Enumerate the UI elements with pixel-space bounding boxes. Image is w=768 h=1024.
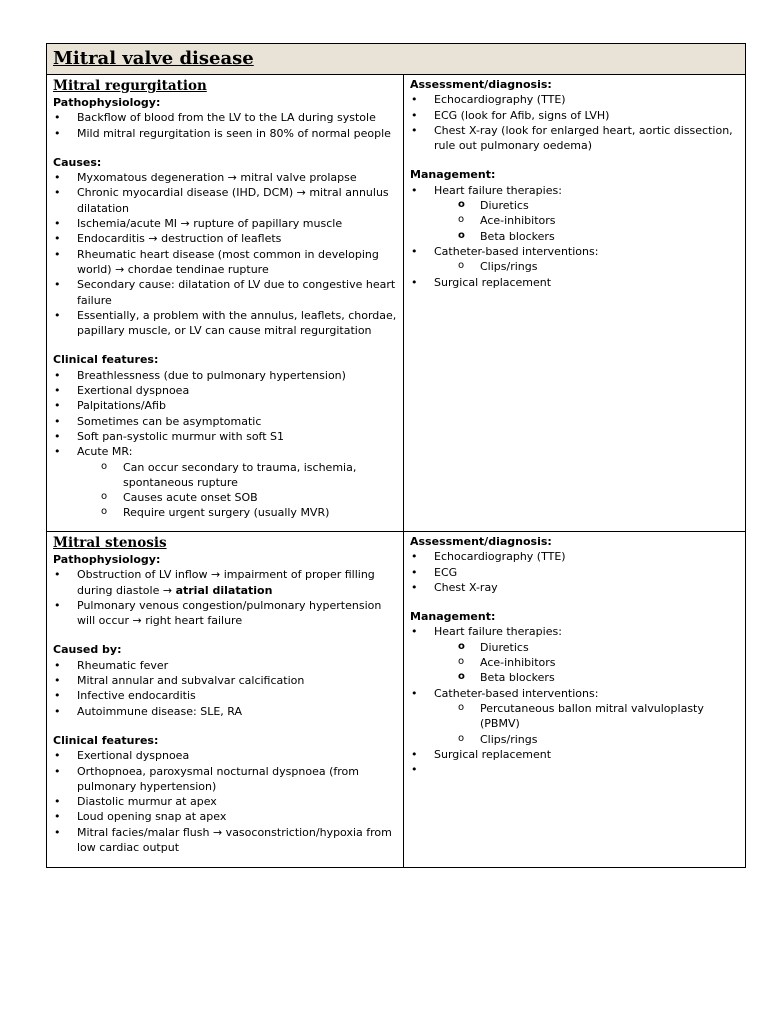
- ms-mgmt-list: [410, 624, 739, 777]
- sub-list-item: o Diuretics: [410, 198, 739, 213]
- list-item: • Echocardiography (TTE): [410, 549, 739, 564]
- ms-section-title: Mitral stenosis: [53, 535, 167, 551]
- list-item: • Soft pan-systolic murmur with soft S1: [53, 429, 397, 444]
- ms-causes-label: Caused by:: [53, 643, 122, 657]
- sub-list-item: o Can occur secondary to trauma, ischemia, spontaneous rupture: [53, 460, 397, 491]
- list-item: • Pulmonary venous congestion/pulmonary hypertension will occur → right heart failure: [53, 598, 397, 629]
- mitral-regurgitation-row: [47, 75, 745, 532]
- mr-causes-label: Causes:: [53, 155, 102, 169]
- list-item: • Acute MR:: [53, 444, 397, 459]
- mr-left-cell: [47, 75, 404, 531]
- list-item: • Rheumatic heart disease (most common in developing world) → chordae tendinae rupture: [53, 247, 397, 278]
- list-item: • Essentially, a problem with the annulus, leaflets, chordae, papillary muscle, or LV can cause mitral regurgitation: [53, 308, 397, 339]
- ms-clinical-label: Clinical features:: [53, 733, 159, 747]
- patho-emphasis: atrial dilatation: [175, 583, 273, 597]
- list-item: • Chest X-ray: [410, 580, 739, 595]
- sub-list-item: o Beta blockers: [410, 670, 739, 685]
- list-item: • Palpitations/Afib: [53, 398, 397, 413]
- list-item: [53, 567, 397, 598]
- list-item: • Heart failure therapies:: [410, 624, 739, 639]
- mr-assess-list: [410, 92, 739, 153]
- sub-list-item: o Ace-inhibitors: [410, 213, 739, 228]
- list-item: • Surgical replacement: [410, 747, 739, 762]
- list-item: • Sometimes can be asymptomatic: [53, 414, 397, 429]
- mr-mgmt-label: Management:: [410, 168, 496, 182]
- sub-list-item: o Clips/rings: [410, 732, 739, 747]
- list-item: • Catheter-based interventions:: [410, 244, 739, 259]
- ms-mgmt-label: Management:: [410, 610, 496, 624]
- title-row: [47, 44, 745, 75]
- list-item: • ECG (look for Afib, signs of LVH): [410, 108, 739, 123]
- list-item: • Catheter-based interventions:: [410, 686, 739, 701]
- list-item: • Rheumatic fever: [53, 658, 397, 673]
- ms-assess-list: [410, 549, 739, 595]
- sub-list-item: o Diuretics: [410, 640, 739, 655]
- mitral-valve-table: [46, 43, 746, 868]
- mr-clinical-label: Clinical features:: [53, 353, 159, 367]
- list-item: • Diastolic murmur at apex: [53, 794, 397, 809]
- sub-list-item: o Beta blockers: [410, 229, 739, 244]
- mr-section-title: Mitral regurgitation: [53, 78, 207, 94]
- ms-patho-label: Pathophysiology:: [53, 553, 161, 566]
- list-item: • Chronic myocardial disease (IHD, DCM) → mitral annulus dilatation: [53, 185, 397, 216]
- list-item: • Backflow of blood from the LV to the LA during systole: [53, 110, 397, 125]
- patho-text: Obstruction of LV inflow → impairment of proper filling during diastole →: [77, 568, 375, 597]
- ms-right-cell: [404, 532, 745, 867]
- list-item: • Orthopnoea, paroxysmal nocturnal dyspnoea (from pulmonary hypertension): [53, 764, 397, 795]
- list-item: • Chest X-ray (look for enlarged heart, aortic dissection, rule out pulmonary oedema): [410, 123, 739, 154]
- list-item: • Mitral facies/malar flush → vasoconstriction/hypoxia from low cardiac output: [53, 825, 397, 856]
- empty-list-item: [410, 762, 739, 777]
- list-item: • Echocardiography (TTE): [410, 92, 739, 107]
- mr-causes-list: [53, 170, 397, 338]
- sub-list-item: o Percutaneous ballon mitral valvuloplasty (PBMV): [410, 701, 739, 732]
- list-item: • ECG: [410, 565, 739, 580]
- list-item: • Heart failure therapies:: [410, 183, 739, 198]
- list-item: • Exertional dyspnoea: [53, 748, 397, 763]
- ms-assess-label: Assessment/diagnosis:: [410, 535, 552, 548]
- list-item: • Surgical replacement: [410, 275, 739, 290]
- ms-causes-list: [53, 658, 397, 719]
- list-item: • Ischemia/acute MI → rupture of papillary muscle: [53, 216, 397, 231]
- list-item: • Autoimmune disease: SLE, RA: [53, 704, 397, 719]
- list-item: • Loud opening snap at apex: [53, 809, 397, 824]
- sub-list-item: o Require urgent surgery (usually MVR): [53, 505, 397, 520]
- ms-left-cell: [47, 532, 404, 867]
- list-item: • Infective endocarditis: [53, 688, 397, 703]
- list-item: • Mild mitral regurgitation is seen in 80% of normal people: [53, 126, 397, 141]
- mr-mgmt-list: [410, 183, 739, 290]
- page-title: Mitral valve disease: [53, 48, 254, 69]
- ms-clinical-list: [53, 748, 397, 855]
- sub-list-item: o Clips/rings: [410, 259, 739, 274]
- ms-patho-list: [53, 567, 397, 628]
- mitral-stenosis-row: [47, 532, 745, 867]
- list-item: • Exertional dyspnoea: [53, 383, 397, 398]
- mr-patho-list: [53, 110, 397, 141]
- mr-clinical-list: [53, 368, 397, 521]
- mr-patho-label: Pathophysiology:: [53, 96, 161, 109]
- list-item: • Breathlessness (due to pulmonary hypertension): [53, 368, 397, 383]
- sub-list-item: o Ace-inhibitors: [410, 655, 739, 670]
- list-item: • Myxomatous degeneration → mitral valve prolapse: [53, 170, 397, 185]
- sub-list-item: o Causes acute onset SOB: [53, 490, 397, 505]
- mr-assess-label: Assessment/diagnosis:: [410, 78, 552, 91]
- list-item: • Endocarditis → destruction of leaflets: [53, 231, 397, 246]
- list-item: • Mitral annular and subvalvar calcification: [53, 673, 397, 688]
- list-item: • Secondary cause: dilatation of LV due to congestive heart failure: [53, 277, 397, 308]
- mr-right-cell: [404, 75, 745, 531]
